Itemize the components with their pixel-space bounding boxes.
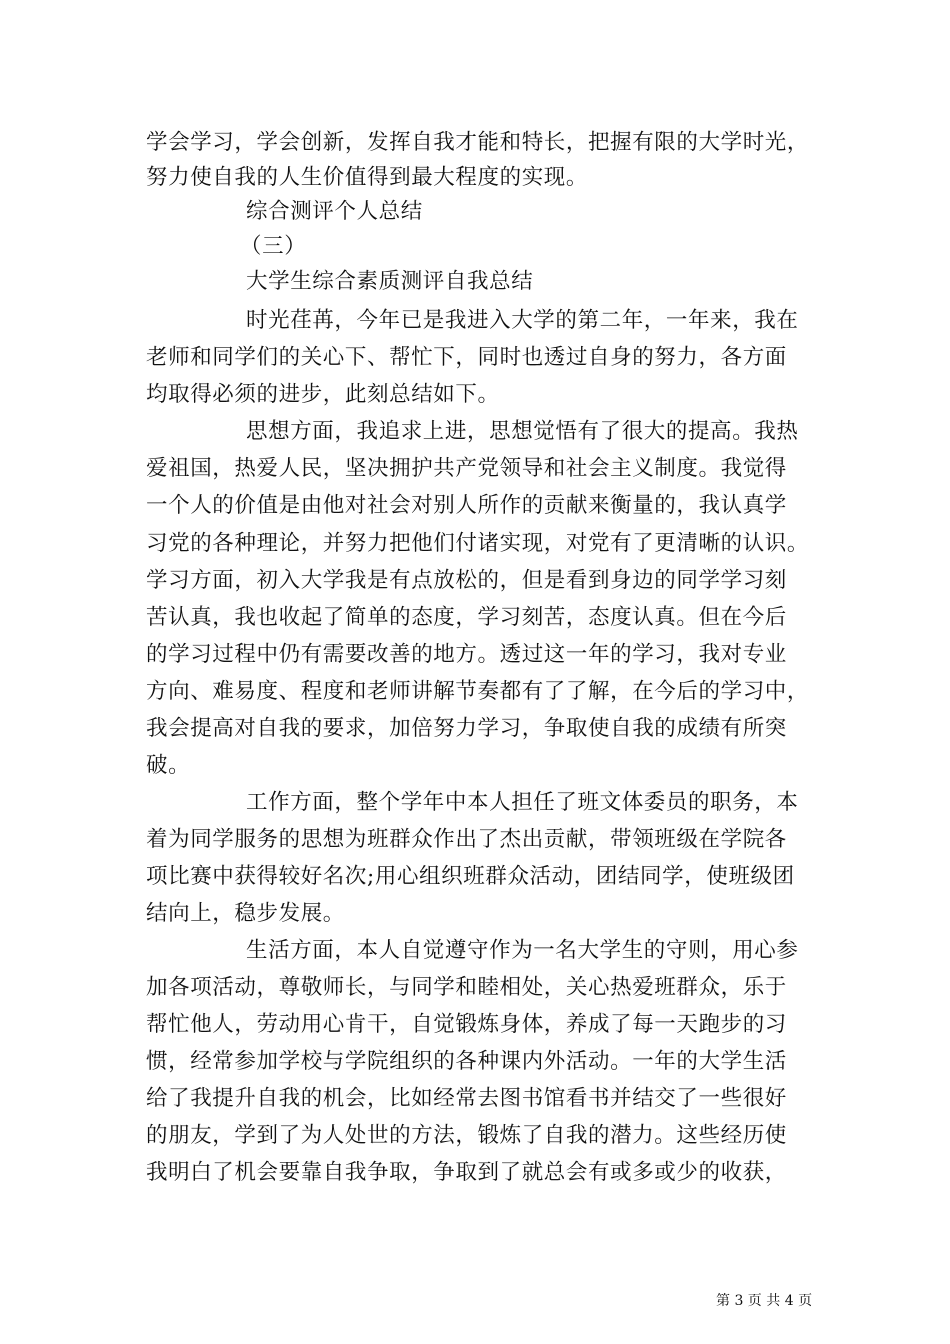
heading-summary: 综合测评个人总结 (246, 199, 423, 224)
text-line-1: 学会学习，学会创新，发挥自我才能和特长，把握有限的大学时光， (146, 130, 810, 155)
text-line-22: 结向上，稳步发展。 (146, 901, 345, 926)
text-line-19: 工作方面，整个学年中本人担任了班文体委员的职务，本 (246, 790, 799, 815)
text-line-18: 破。 (146, 753, 191, 778)
text-line-14: 苦认真，我也收起了简单的态度，学习刻苦，态度认真。但在今后 (146, 605, 787, 630)
text-line-23: 生活方面，本人自觉遵守作为一名大学生的守则，用心参 (246, 938, 799, 963)
text-line-6: 时光荏苒，今年已是我进入大学的第二年，一年来，我在 (246, 308, 799, 333)
text-line-2: 努力使自我的人生价值得到最大程度的实现。 (146, 165, 589, 190)
text-line-11: 一个人的价值是由他对社会对别人所作的贡献来衡量的，我认真学 (146, 493, 787, 518)
text-line-15: 的学习过程中仍有需要改善的地方。透过这一年的学习，我对专业 (146, 642, 787, 667)
text-line-26: 惯，经常参加学校与学院组织的各种课内外活动。一年的大学生活 (146, 1049, 787, 1074)
text-line-16: 方向、难易度、程度和老师讲解节奏都有了了解，在今后的学习中， (146, 679, 810, 704)
heading-title: 大学生综合素质测评自我总结 (246, 269, 534, 294)
text-line-24: 加各项活动，尊敬师长，与同学和睦相处，关心热爱班群众，乐于 (146, 975, 787, 1000)
text-line-13: 学习方面，初入大学我是有点放松的，但是看到身边的同学学习刻 (146, 568, 787, 593)
text-line-29: 我明白了机会要靠自我争取，争取到了就总会有或多或少的收获， (146, 1160, 787, 1185)
text-line-27: 给了我提升自我的机会，比如经常去图书馆看书并结交了一些很好 (146, 1086, 787, 1111)
text-line-10: 爱祖国，热爱人民，坚决拥护共产党领导和社会主义制度。我觉得 (146, 456, 787, 481)
text-line-7: 老师和同学们的关心下、帮忙下，同时也透过自身的努力，各方面 (146, 345, 787, 370)
text-line-21: 项比赛中获得较好名次;用心组织班群众活动，团结同学，使班级团 (146, 864, 795, 889)
text-line-8: 均取得必须的进步，此刻总结如下。 (146, 382, 500, 407)
text-line-9: 思想方面，我追求上进，思想觉悟有了很大的提高。我热 (246, 419, 799, 444)
text-line-28: 的朋友，学到了为人处世的方法，锻炼了自我的潜力。这些经历使 (146, 1123, 787, 1148)
text-line-25: 帮忙他人，劳动用心肯干，自觉锻炼身体，养成了每一天跑步的习 (146, 1012, 787, 1037)
page-number-footer: 第 3 页 共 4 页 (716, 1293, 813, 1309)
heading-number: （三） (240, 234, 307, 259)
text-line-17: 我会提高对自我的要求，加倍努力学习，争取使自我的成绩有所突 (146, 716, 787, 741)
text-line-12: 习党的各种理论，并努力把他们付诸实现，对党有了更清晰的认识。 (146, 531, 810, 556)
text-line-20: 着为同学服务的思想为班群众作出了杰出贡献，带领班级在学院各 (146, 827, 787, 852)
